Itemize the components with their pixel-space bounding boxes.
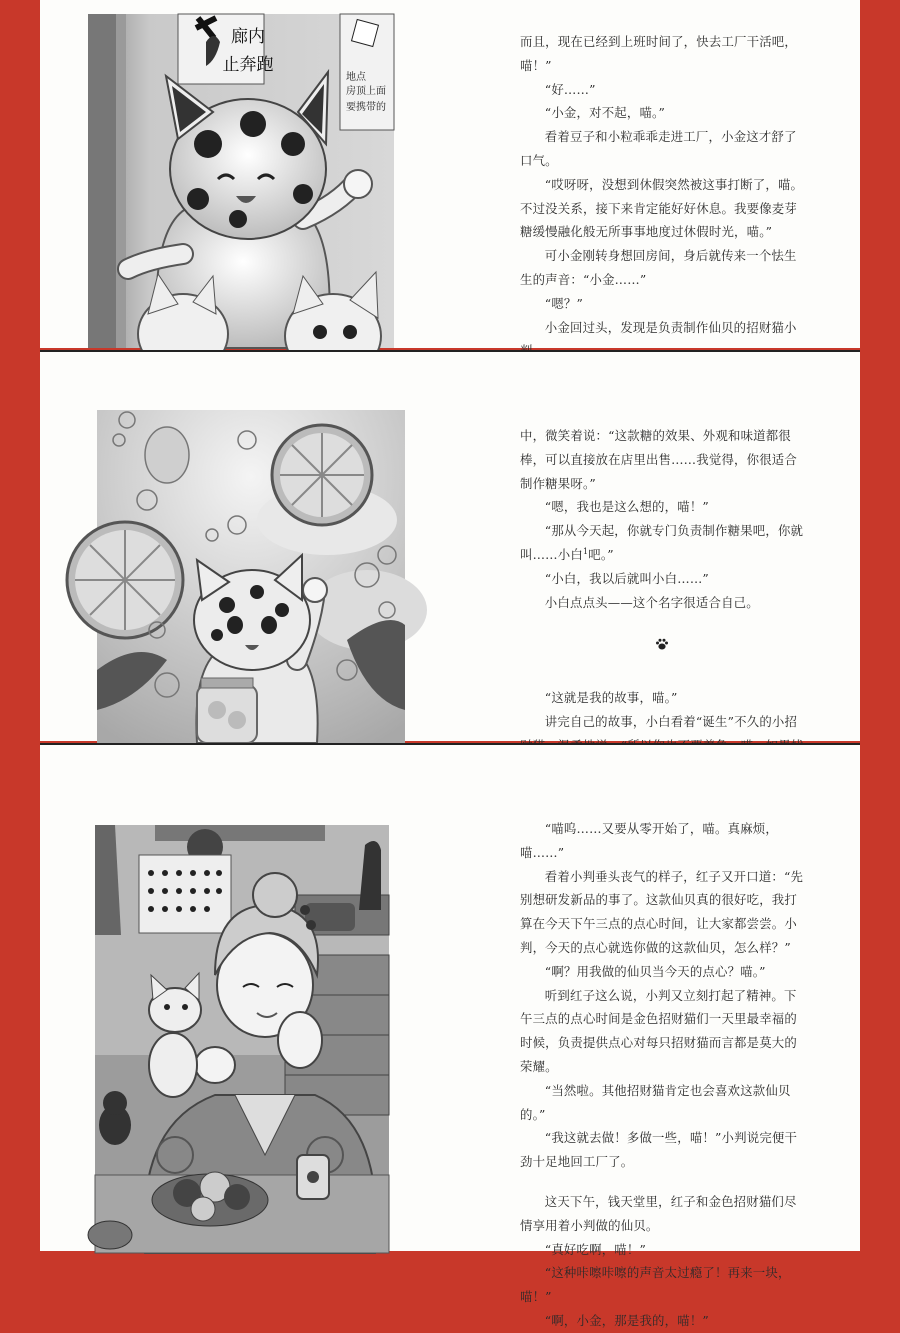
paragraph: 而且，现在已经到上班时间了，快去工厂干活吧，喵！” (520, 34, 797, 73)
paragraph: 这天下午，钱天堂里，红子和金色招财猫们尽情享用着小判做的仙贝。 (520, 1193, 797, 1233)
paragraph: “好……” (544, 81, 596, 97)
paragraph: 小金回过头，发现是负责制作仙贝的招财猫小 (544, 319, 797, 335)
poster-text-1: 廊内 (231, 27, 265, 47)
paragraph (520, 519, 804, 567)
illustration-cat-with-candy (97, 410, 405, 743)
paragraph: “嗯，我也是这么想的，喵！” (544, 499, 709, 515)
book-page-3 (40, 743, 860, 1328)
book-page-2 (40, 350, 860, 741)
paragraph-text: “那从今天起，你就专门负责制作糖果吧，你就叫……小白 (520, 523, 804, 562)
footnote-marker: 1 (582, 546, 589, 556)
paragraph: “我这就去做！多做一些，喵！”小判说完便干劲十足地回工厂了。 (520, 1130, 798, 1170)
paragraph-text-end: 吧。” (588, 546, 614, 562)
notice-line-1: 地点 (346, 72, 366, 83)
notice-line-3: 要携带的 (346, 102, 386, 113)
paragraph: 听到红子这么说，小判又立刻打起了精神。下午三点的点心时间是金色招财猫们一天里最幸福的时候，负责提供点心对每只招财猫而言都是莫大的荣耀。 (520, 987, 797, 1074)
paragraph: “当然啦。其他招财猫肯定也会喜欢这款仙贝的。” (520, 1082, 791, 1122)
paragraph: “小金，对不起，喵。” (544, 105, 665, 121)
paragraph: “喵呜……又要从零开始了，喵。真麻烦，喵……” (520, 821, 778, 860)
paragraph: “哎呀呀，没想到休假突然被这事打断了，喵。不过没关系，接下来肯定能好好休息。我要像麦芽糖缓慢融化般无所事事地度过休假时光，喵。” (520, 176, 804, 240)
paragraph: “真好吃啊，喵！” (544, 1241, 647, 1257)
paragraph: 小白点点头——这个名字很适合自己。 (544, 594, 759, 610)
paragraph: “小白，我以后就叫小白……” (544, 570, 709, 586)
poster-text-2: 止奔跑 (222, 55, 274, 75)
paragraph: “这就是我的故事，喵。” (544, 690, 678, 706)
page-2-text (520, 424, 804, 782)
illustration-woman-eating (95, 825, 389, 1253)
paragraph: “嗯？” (544, 295, 584, 311)
book-page-1 (40, 0, 860, 348)
page-3-text (520, 817, 806, 1333)
paragraph: “这种咔嚓咔嚓的声音太过瘾了！再来一块，喵！” (520, 1265, 791, 1305)
paragraph: 讲完自己的故事，小白看着“诞生”不久的小招 (544, 714, 798, 730)
paragraph: “啊？用我做的仙贝当今天的点心？喵。” (544, 963, 766, 979)
illustration-cat-waving (88, 14, 394, 348)
paragraph: “啊，小金，那是我的，喵！” (544, 1312, 709, 1328)
paragraph: 中，微笑着说：“这款糖的效果、外观和味道都很棒，可以直接放在店里出售……我觉得，你很适合制作糖果呀。” (520, 428, 797, 491)
paw-separator-icon (520, 636, 804, 662)
paragraph: 看着小判垂头丧气的样子，红子又开口道：“先别想研发新品的事了。这款仙贝真的很好吃，我打算在今天下午三点的点心时间，让大家都尝尝。小判，今天的点心就选你做的这款仙贝，怎么样？” (520, 868, 804, 955)
notice-line-2: 房顶上面 (346, 86, 386, 97)
paragraph: 看着豆子和小粒乖乖走进工厂，小金这才舒了口气。 (520, 129, 797, 168)
paragraph: 可小金刚转身想回房间，身后就传来一个怯生生的声音：“小金……” (520, 248, 797, 287)
